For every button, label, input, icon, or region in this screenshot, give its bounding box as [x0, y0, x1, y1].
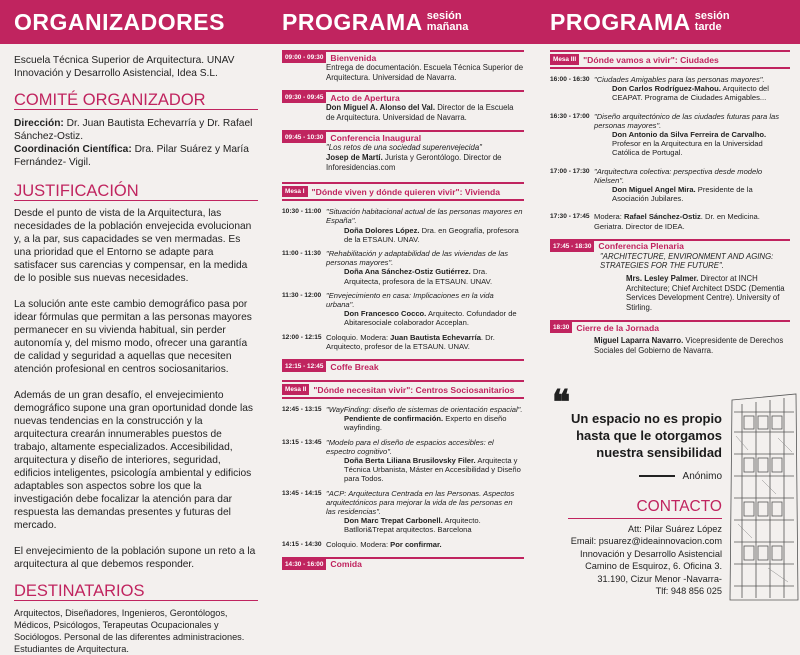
speaker-name: Don Carlos Rodríguez-Mahou.	[612, 84, 721, 94]
organizadores-title: ORGANIZADORES	[14, 8, 225, 35]
talk-title: "Modelo para el diseño de espacios accesibles: el espectro cognitivo".	[326, 437, 494, 456]
talk-title: "Situación habitacional actual de las personas mayores en España".	[326, 207, 523, 226]
talk-title: "Ciudades Amigables para las personas mayores".	[594, 75, 765, 84]
mesa3-block	[550, 50, 790, 231]
quote-text: Un espacio no es propio hasta que le otorgamos nuestra sensibilidad	[571, 411, 722, 460]
program-item	[282, 291, 524, 328]
mesa-badge: Mesa II	[282, 384, 309, 395]
program-item	[550, 112, 790, 158]
speaker-detail: Dra. Arquitecta, profesora de la ETSAUN. UNAV.	[344, 267, 493, 286]
direccion-text: Dr. Juan Bautista Echevarría y Dr. Rafael Sánchez-Ostiz.	[14, 118, 253, 142]
bienvenida-block	[282, 50, 524, 82]
item-plain: Coloquio. Modera:	[326, 332, 391, 342]
justificacion-paragraph: Desde el punto de vista de la Arquitectura, las necesidades de la población envejecida evolucionan y, a la par, sus capacidades se ven mermadas. Es una prioridad que el Entorno se adapte para satisfacer sus carencias y compensar, en la medida de lo posible sus nuevas necesidades.	[14, 208, 252, 284]
program-item	[282, 489, 524, 535]
speaker-detail: Profesor en la Arquitectura en la Universidad Católica de Portugal.	[612, 139, 763, 158]
contact-line: Att: Pilar Suárez López	[628, 524, 722, 534]
plenaria-block	[550, 239, 790, 313]
time-badge: 09:30 - 09:45	[282, 92, 326, 103]
apertura-block	[282, 90, 524, 122]
program-item	[282, 438, 524, 484]
moderator-name: Juan Bautista Echevarría	[390, 332, 481, 342]
block-title: Cierre de la Jornada	[576, 322, 659, 333]
speaker-detail: Arquitecto del CEAPAT. Programa de Ciudades Amigables...	[612, 84, 769, 103]
talk-title: "WayFinding: diseño de sistemas de orientación espacial".	[326, 405, 523, 414]
item-time: 13:45 - 14:15	[282, 489, 322, 497]
destinatarios-text: Arquitectos, Diseñadores, Ingenieros, Gerontólogos, Médicos, Psicólogos, Terapeutas Ocupacionales y Sociólogos. Personal de las diferentes administraciones. Estudiantes de Arquitectura.	[14, 608, 245, 654]
time-badge: 14:30 - 16:00	[282, 559, 326, 570]
morning-program-column	[270, 0, 538, 618]
time-badge: 18:30	[550, 322, 572, 333]
session-word: sesión	[426, 10, 462, 22]
talk-title: "ARCHITECTURE, ENVIRONMENT AND AGING: STRATEGIES FOR THE FUTURE".	[600, 251, 774, 271]
quote-author-line	[608, 471, 722, 482]
program-item	[550, 212, 790, 230]
coordinacion-label: Coordinación Científica:	[14, 144, 132, 155]
conferencia-inaugural-block	[282, 130, 524, 172]
speaker-name: Don Miguel Angel Mira.	[612, 185, 696, 195]
justificacion-heading: JUSTIFICACIÓN	[14, 185, 258, 201]
organizers-column	[0, 0, 270, 654]
contact-phone: Tlf: 948 856 025	[655, 586, 722, 597]
coordinacion-line	[14, 143, 258, 169]
program-item	[282, 249, 524, 286]
talk-title: "ACP: Arquitectura Centrada en las Personas. Aspectos arquitectónicos para mejorar la vida de las personas en las residencias".	[326, 488, 515, 517]
organizer-line: Innovación y Desarrollo Asistencial, Idea S.L.	[14, 68, 218, 79]
speaker-detail: Experto en diseño wayfinding.	[344, 414, 507, 433]
speaker-detail: Dra. en Geografía, profesora de la ETSAUN. UNAV.	[344, 225, 519, 244]
cierre-block	[550, 320, 790, 355]
organizer-list	[14, 54, 258, 80]
session-label	[695, 11, 730, 33]
mesa-badge: Mesa III	[550, 54, 579, 65]
contacto-section	[568, 498, 722, 597]
time-badge: 12:15 - 12:45	[282, 361, 326, 372]
justificacion-paragraph: El envejecimiento de la población supone un reto a la arquitectura al que debemos responder.	[14, 546, 256, 570]
speaker-name: Miguel Laparra Navarro.	[594, 336, 684, 346]
item-time: 12:45 - 13:15	[282, 406, 322, 413]
time-badge: 17:45 - 18:30	[550, 241, 594, 252]
speaker-detail: Arquitecto. Cofundador de Abitaresociale colaborador Acceplan.	[344, 309, 517, 328]
destinatarios-heading: DESTINATARIOS	[14, 585, 258, 601]
session-label	[427, 11, 469, 33]
talk-title: "Rehabilitación y adaptabilidad de las viviendas de las personas mayores".	[326, 248, 509, 268]
speaker-detail: Jurista y Gerontólogo. Director de Inforesidencias.com	[326, 152, 502, 172]
moderator-detail: . Dr. Arquitecto, profesor de la ETSAUN. UNAV.	[326, 332, 495, 351]
mesa-title: "Dónde viven y dónde quieren vivir": Vivienda	[311, 186, 501, 197]
block-title: Acto de Apertura	[330, 92, 400, 103]
direccion-label: Dirección:	[14, 118, 64, 129]
speaker-detail: Director de la Escuela de Arquitectura. Universidad de Navarra.	[326, 103, 514, 122]
item-time: 16:30 - 17:00	[550, 112, 590, 120]
block-title: Comida	[330, 559, 362, 570]
speaker-detail: Arquitecta y Técnica Urbanista, Máster en Accesibilidad y Diseño para Todos.	[344, 456, 521, 484]
comida-block	[282, 557, 524, 570]
item-time: 16:00 - 16:30	[550, 76, 590, 83]
mesa-title: "Dónde necesitan vivir": Centros Sociosanitarios	[313, 384, 515, 395]
item-time: 10:30 - 11:00	[282, 208, 322, 216]
mesa-badge: Mesa I	[282, 186, 308, 197]
item-time: 14:15 - 14:30	[282, 540, 322, 548]
talk-title: "Envejecimiento en casa: Implicaciones en la vida urbana".	[326, 290, 494, 309]
block-title: Coffe Break	[330, 361, 379, 372]
dash-divider	[639, 475, 675, 477]
program-item	[282, 207, 524, 244]
program-item	[282, 333, 524, 351]
program-item	[550, 75, 790, 103]
programa-tarde-header	[538, 0, 800, 44]
item-time: 17:30 - 17:45	[550, 213, 590, 221]
session-word: sesión	[694, 10, 730, 22]
speaker-name: Pendiente de confirmación.	[344, 414, 444, 424]
speaker-name: Doña Ana Sánchez-Ostiz Gutiérrez.	[344, 267, 471, 277]
contact-email[interactable]: Email: psuarez@ideainnovacion.com	[570, 536, 722, 547]
quote-mark-icon: ❝	[552, 384, 571, 422]
moderator-name: Rafael Sánchez-Ostiz	[623, 212, 701, 222]
item-plain: Modera:	[594, 212, 624, 222]
direccion-line	[14, 117, 258, 143]
speaker-name: Doña Berta Liliana Brusilovsky Filer.	[344, 456, 476, 466]
speaker-name: Don Miguel A. Alonso del Val.	[326, 103, 436, 113]
speaker-name: Doña Dolores López.	[344, 225, 420, 235]
talk-title: "Diseño arquitectónico de las ciudades futuras para las personas mayores".	[594, 111, 780, 130]
speaker-name: Mrs. Lesley Palmer.	[626, 274, 699, 284]
block-title: Conferencia Plenaria	[598, 241, 684, 252]
justificacion-paragraph: La solución ante este cambio demográfico pasa por idear fórmulas que permitan a las personas mayores permanecer en su vivienda habitual, sin perder autonomía y, del mismo modo, ofrecer una garantía de calidad y seguridad a aquellas que necesiten atención profesional en centros sociosanitarios.	[14, 299, 252, 375]
item-plain: Coloquio. Modera:	[326, 539, 391, 549]
speaker-name: Josep de Martí.	[326, 152, 383, 162]
speaker-detail: Arquitecto. Batllori&Trepat arquitectos. Barcelona	[344, 516, 481, 535]
talk-title: "Arquitectura colectiva: perspectiva desde modelo Nielsen".	[594, 166, 763, 185]
quote-author: Anónimo	[682, 471, 722, 482]
item-time: 13:15 - 13:45	[282, 438, 322, 446]
contact-line: Camino de Esquiroz, 6. Oficina 3.	[585, 561, 722, 572]
mesa-title: "Dónde vamos a vivir": Ciudades	[583, 54, 719, 65]
organizadores-header	[0, 0, 270, 44]
time-badge: 09:45 - 10:30	[282, 132, 326, 143]
block-title: Bienvenida	[330, 52, 377, 63]
item-time: 12:00 - 12:15	[282, 333, 322, 341]
programa-title: PROGRAMA	[282, 8, 423, 35]
item-time: 11:30 - 12:00	[282, 291, 322, 299]
speaker-name: Don Antonio da Silva Ferreira de Carvalho.	[612, 130, 767, 140]
speaker-detail: Presidente de la Asociación Jubilares.	[612, 185, 753, 204]
mesa1-block	[282, 182, 524, 351]
programa-manana-header	[270, 0, 538, 44]
coordinacion-text: Dra. Pilar Suárez y María Fernández- Vigil.	[14, 144, 249, 168]
contact-line: Innovación y Desarrollo Asistencial	[580, 548, 722, 559]
contacto-heading: CONTACTO	[568, 498, 722, 519]
block-detail: Entrega de documentación. Escuela Técnica Superior de Arquitectura. Universidad de Navarra.	[326, 63, 524, 82]
comite-heading: COMITÉ ORGANIZADOR	[14, 94, 258, 110]
program-item	[550, 167, 790, 204]
session-period: tarde	[694, 21, 722, 33]
block-title: Conferencia Inaugural	[330, 132, 422, 143]
talk-title: "Los retos de una sociedad superenvejecida"	[326, 143, 482, 153]
item-time: 17:00 - 17:30	[550, 167, 590, 175]
moderator-detail: . Dr. en Medicina. Geriatra. Director de IDEA.	[594, 212, 760, 231]
afternoon-program-column	[538, 0, 800, 618]
item-time: 11:00 - 11:30	[282, 249, 321, 257]
speaker-detail: Vicepresidente de Derechos Sociales del Gobierno de Navarra.	[594, 336, 784, 355]
contact-line: 31.190, Cizur Menor -Navarra-	[597, 573, 722, 584]
speaker-name: Don Marc Trepat Carbonell.	[344, 516, 443, 526]
organizer-line: Escuela Técnica Superior de Arquitectura. UNAV	[14, 55, 235, 66]
coffee-block	[282, 359, 524, 372]
building-sketch-image	[728, 392, 800, 602]
moderator-name: Por confirmar.	[390, 539, 442, 549]
speaker-detail: Director at INCH Architecture; Chief Architect DSDC (Dementia Services Development Centre). University of Stirling.	[626, 274, 785, 312]
justificacion-paragraph: Además de un gran desafío, el envejecimiento demográfico supone una gran oportunidad donde las nuevas tendencias en la construcción y la arquitectura crearán innumerables puestos de trabajo, altamente especializados. Accesibilidad, arquitectura y diseño de interiores, seguridad, edificios inteligentes, psicología ambiental y edificios adaptables son aspectos sobre los que la investigación debe focalizar la atención para dar respuesta las demandas presentes y futuras del mercado.	[14, 390, 254, 531]
program-item	[282, 540, 524, 549]
speaker-name: Don Francesco Cocco.	[344, 309, 427, 319]
programa-title: PROGRAMA	[550, 8, 691, 35]
mesa2-block	[282, 380, 524, 549]
time-badge: 09:00 - 09:30	[282, 52, 326, 63]
session-period: mañana	[426, 21, 469, 33]
program-item	[282, 405, 524, 433]
